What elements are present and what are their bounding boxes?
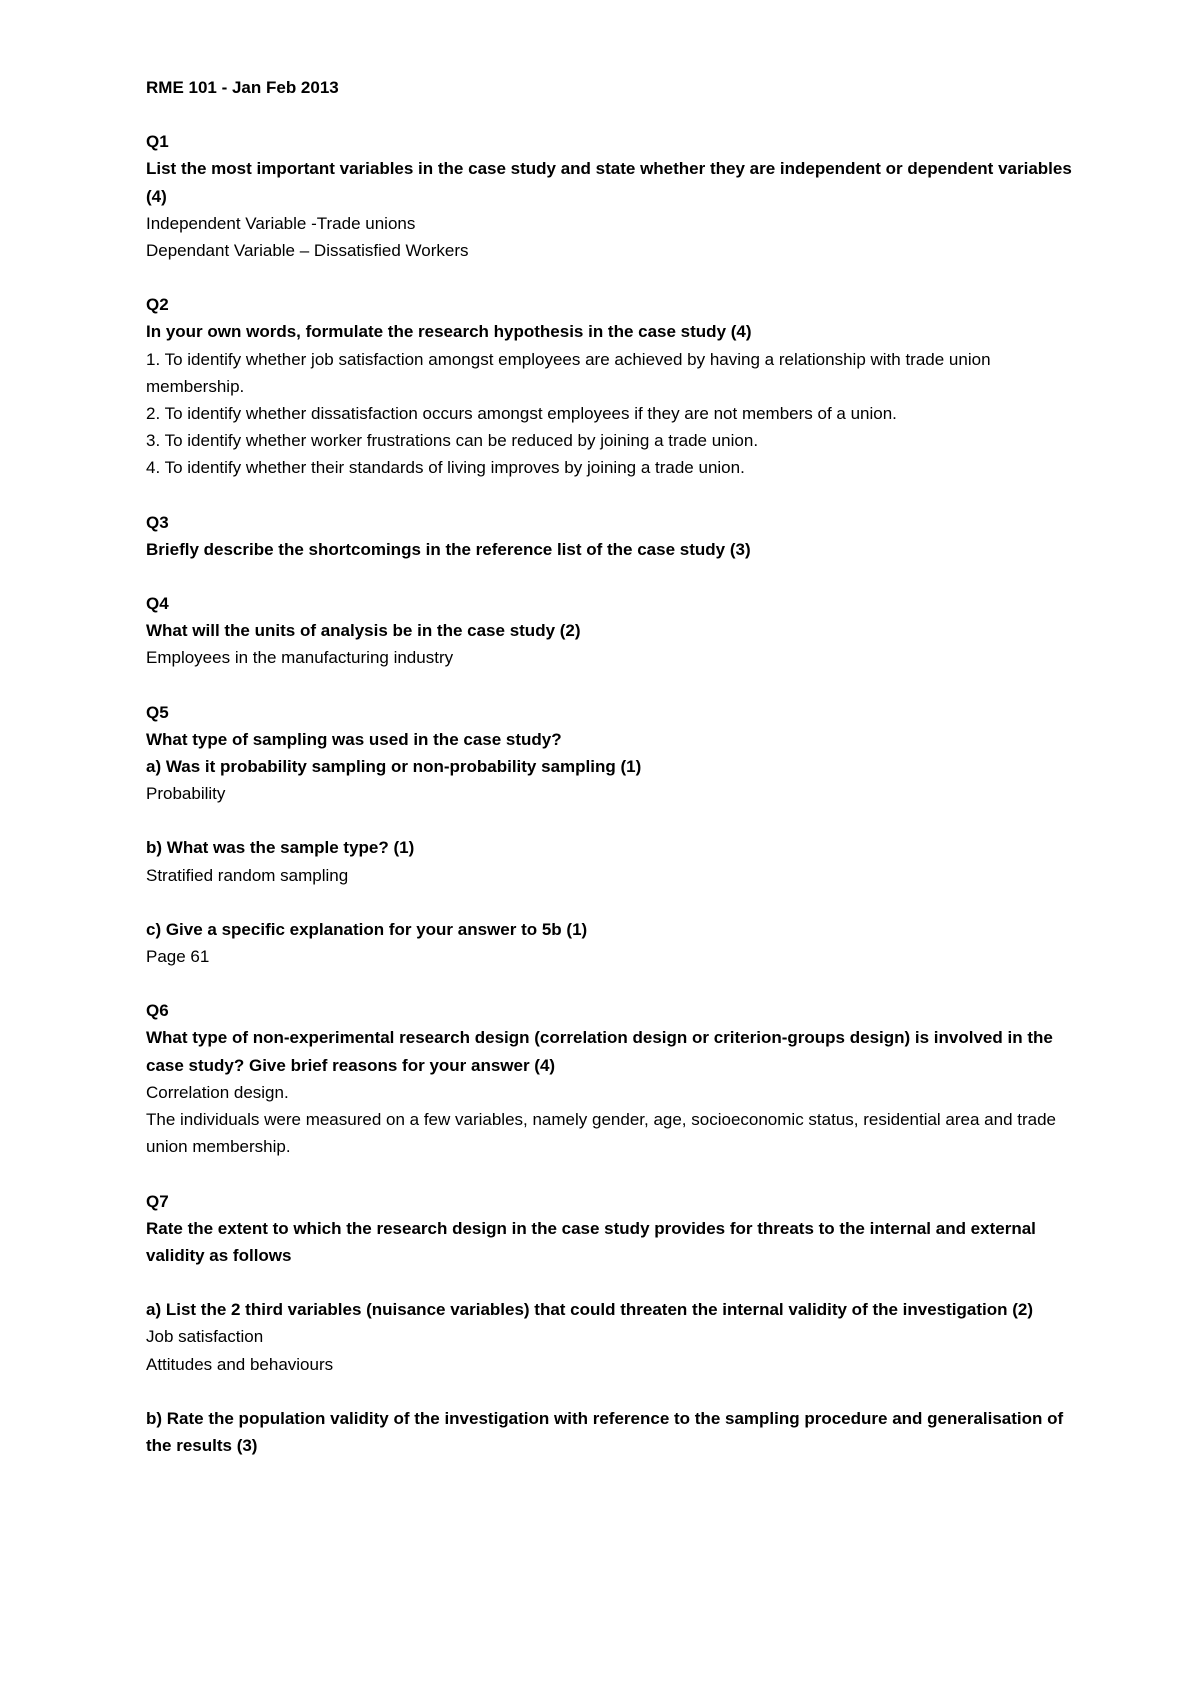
answer-line: Independent Variable -Trade unions [146,213,416,233]
answer-line: The individuals were measured on a few variables, namely gender, age, socioeconomic status, residential area and trade union membership. [146,1110,1057,1157]
document-title: RME 101 - Jan Feb 2013 [146,78,339,97]
subquestion-b [146,834,1076,888]
subquestion-a-answer: Job satisfaction [146,1327,264,1347]
subquestion-c-answer: Page 61 [146,947,210,967]
question-prompt: What type of sampling was used in the case study? [146,729,562,749]
subquestion-a-answer: Attitudes and behaviours [146,1354,334,1374]
question-prompt: What will the units of analysis be in the case study (2) [146,621,581,641]
subquestion-a-prompt: a) List the 2 third variables (nuisance variables) that could threaten the internal validity of the investigation (2) [146,1300,1034,1320]
question-number: Q3 [146,512,169,532]
answer-line: 3. To identify whether worker frustrations can be reduced by joining a trade union. [146,431,759,451]
question-number: Q5 [146,702,169,722]
question-1 [146,128,1076,264]
question-prompt: List the most important variables in the case study and state whether they are independent or dependent variables (4) [146,159,1072,206]
question-prompt: Rate the extent to which the research design in the case study provides for threats to the internal and external validity as follows [146,1218,1036,1265]
document-page [146,74,1076,1486]
question-prompt: What type of non-experimental research design (correlation design or criterion-groups design) is involved in the case study? Give brief reasons for your answer (4) [146,1028,1053,1075]
subquestion-a-answer: Probability [146,784,226,804]
subquestion-a-prompt: a) Was it probability sampling or non-probability sampling (1) [146,757,642,777]
answer-line: Correlation design. [146,1082,289,1102]
question-number: Q1 [146,132,169,152]
subquestion-b-prompt: b) Rate the population validity of the investigation with reference to the sampling procedure and generalisation of the results (3) [146,1408,1064,1455]
subquestion-a [146,1296,1076,1378]
answer-line: 4. To identify whether their standards of living improves by joining a trade union. [146,458,745,478]
question-number: Q6 [146,1001,169,1021]
subquestion-b-prompt: b) What was the sample type? (1) [146,838,415,858]
subquestion-c-prompt: c) Give a specific explanation for your answer to 5b (1) [146,919,588,939]
question-7 [146,1188,1076,1460]
question-3 [146,509,1076,563]
question-prompt: Briefly describe the shortcomings in the reference list of the case study (3) [146,539,751,559]
question-5 [146,699,1076,971]
question-prompt: In your own words, formulate the research hypothesis in the case study (4) [146,322,752,342]
subquestion-c [146,916,1076,970]
question-6 [146,997,1076,1160]
question-number: Q2 [146,295,169,315]
subquestion-b-answer: Stratified random sampling [146,865,349,885]
subquestion-b [146,1405,1076,1459]
answer-line: Employees in the manufacturing industry [146,648,454,668]
answer-line: Dependant Variable – Dissatisfied Workers [146,241,469,261]
question-2 [146,291,1076,481]
question-number: Q7 [146,1191,169,1211]
answer-line: 2. To identify whether dissatisfaction occurs amongst employees if they are not members of a union. [146,404,897,424]
question-number: Q4 [146,594,169,614]
question-4 [146,590,1076,672]
answer-line: 1. To identify whether job satisfaction amongst employees are achieved by having a relationship with trade union membership. [146,349,991,396]
